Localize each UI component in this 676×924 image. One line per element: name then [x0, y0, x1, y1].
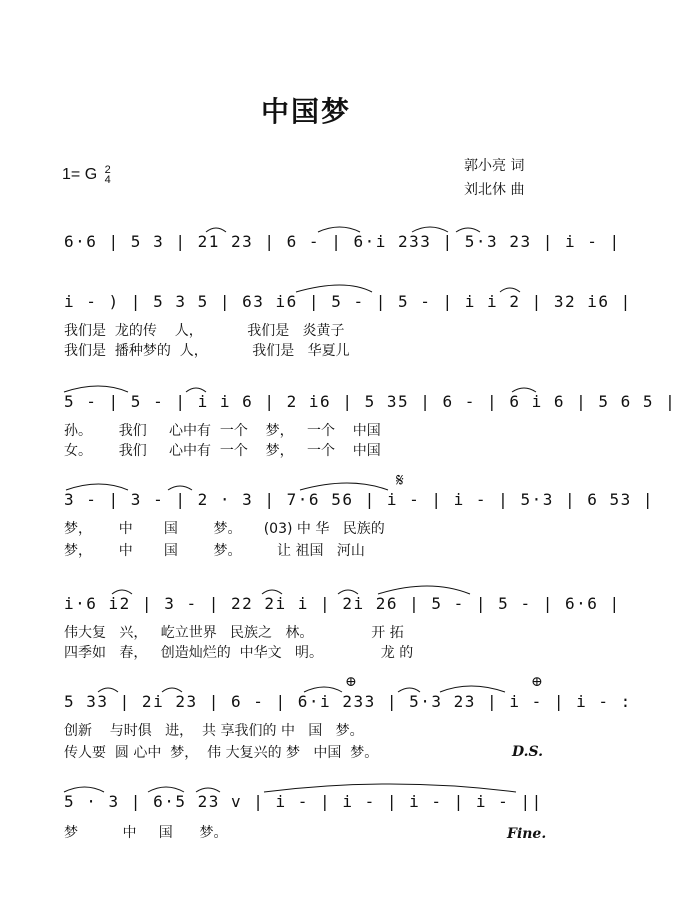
time-signature	[105, 165, 111, 185]
lyric-line-2a: 我们是 龙的传 人， 我们是 炎黄子	[64, 323, 345, 339]
score-line-6: 5 33 | 2i 23 | 6 - | 6·i 233 | 5·3 23 | i - | i - :	[64, 692, 632, 711]
score-line-3: 5 - | 5 - | i i 6 | 2 i6 | 5 35 | 6 - | 6 i 6 | 5 6 5 |	[64, 392, 676, 411]
score-line-7: 5 · 3 | 6·5 23 v | i - | i - | i - | i - ||	[64, 792, 543, 811]
score-line-1: 6·6 | 5 3 | 21 23 | 6 - | 6·i 233 | 5·3 23 | i - |	[64, 232, 621, 251]
tie	[264, 784, 516, 792]
page-title: 中国梦	[260, 95, 351, 128]
time-bottom: 4	[104, 174, 111, 186]
lyric-line-4a: 梦， 中 国 梦。 (03) 中 华 民族的	[64, 521, 385, 537]
score-line-2: i - ) | 5 3 5 | 63 i6 | 5 - | 5 - | i i 2 | 32 i6 |	[64, 292, 632, 311]
lyric-line-5b: 四季如 春， 创造灿烂的 中华文 明。 龙 的	[64, 645, 414, 661]
lyric-line-3b: 女。 我们 心中有 一个 梦， 一个 中国	[64, 443, 381, 459]
lyricist-credit: 郭小亮 词	[464, 158, 525, 174]
lyric-line-5a: 伟大复 兴， 屹立世界 民族之 林。 开 拓	[64, 625, 404, 641]
fine-mark: Fine.	[507, 826, 547, 842]
lyric-line-3a: 孙。 我们 心中有 一个 梦， 一个 中国	[64, 423, 381, 439]
score-line-4: 3 - | 3 - | 2 · 3 | 7·6 56 | i - | i - | 5·3 | 6 53 |	[64, 490, 655, 509]
lyric-line-6a: 创新 与时俱 进， 共 享我们的 中 国 梦。	[64, 723, 364, 739]
lyric-line-7a: 梦 中 国 梦。	[64, 825, 228, 841]
tie	[300, 483, 388, 490]
key-label: 1= G	[62, 166, 98, 184]
coda-sign-2: ⊕	[531, 674, 543, 690]
key-signature	[62, 165, 111, 185]
lyric-line-2b: 我们是 播种梦的 人， 我们是 华夏儿	[64, 343, 350, 359]
tie	[378, 586, 470, 594]
tie	[296, 285, 372, 292]
ds-mark: D.S.	[512, 744, 544, 760]
coda-sign-1: ⊕	[345, 674, 357, 690]
time-top: 2	[104, 164, 111, 176]
segno-sign: 𝄋	[396, 470, 404, 491]
composer-credit: 刘北休 曲	[464, 182, 525, 198]
lyric-line-4b: 梦， 中 国 梦。 让 祖国 河山	[64, 543, 365, 559]
score-line-5: i·6 i2 | 3 - | 22 2i i | 2i 26 | 5 - | 5 - | 6·6 |	[64, 594, 621, 613]
lyric-line-6b: 传人要 圆 心中 梦， 伟 大复兴的 梦 中国 梦。	[64, 745, 379, 761]
